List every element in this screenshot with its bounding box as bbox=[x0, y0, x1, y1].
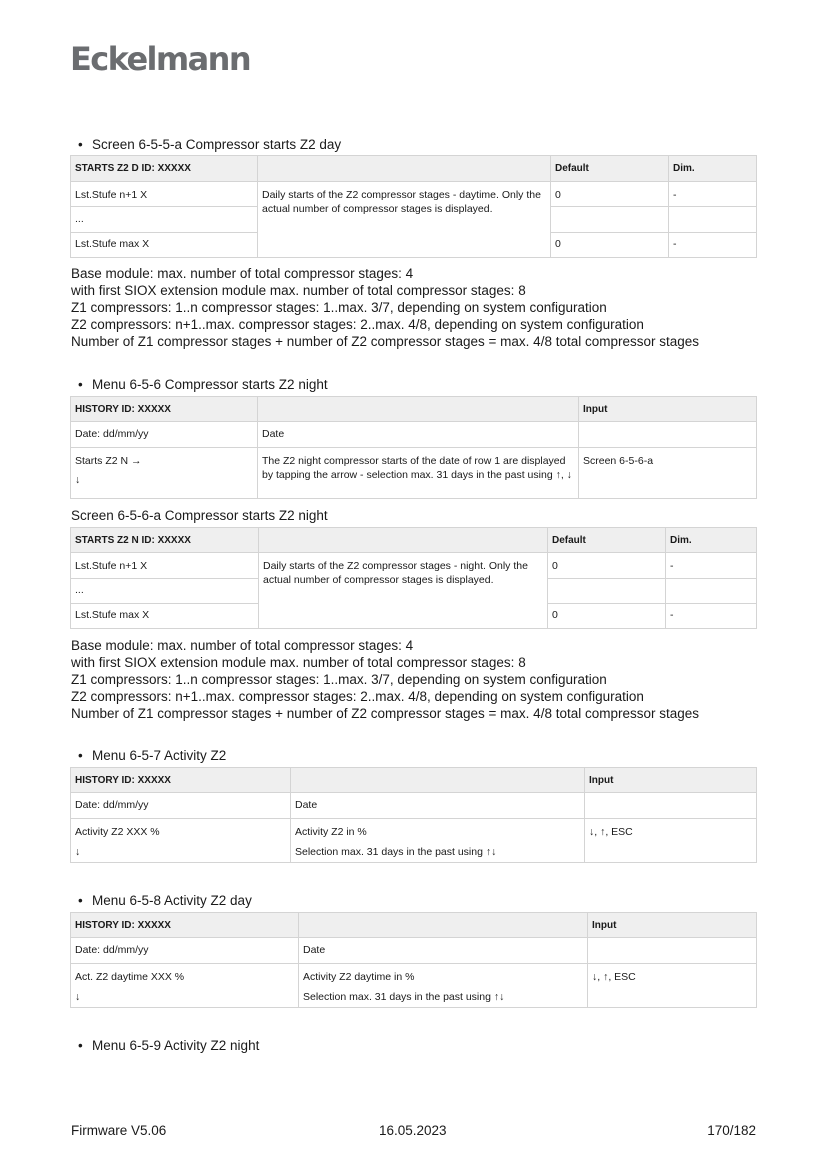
notes-block-2 bbox=[71, 637, 699, 722]
history-starts-z2-night-table bbox=[70, 396, 757, 499]
dim-value: - bbox=[669, 182, 757, 207]
table-row-label: ... bbox=[71, 207, 258, 233]
company-logo: Eckelmann bbox=[70, 40, 251, 78]
date-row-input bbox=[588, 938, 757, 964]
activity-row-input: ↓, ↑, ESC bbox=[585, 819, 757, 863]
arrow-down-icon[interactable]: ↓ bbox=[75, 845, 81, 858]
note-line: Number of Z1 compressor stages + number of Z2 compressor stages = max. 4/8 total compressor stages bbox=[71, 334, 700, 349]
activity-day-row-input: ↓, ↑, ESC bbox=[588, 964, 757, 1008]
col-header-dim: Dim. bbox=[666, 528, 757, 553]
default-value: 0 bbox=[551, 182, 669, 207]
note-line: Z2 compressors: n+1..max. compressor stages: 2..max. 4/8, depending on system configuration bbox=[71, 689, 644, 704]
starts-row-desc: The Z2 night compressor starts of the date of row 1 are displayed by tapping the arrow - selection max. 31 days in the past using ↑, ↓ bbox=[258, 448, 579, 499]
note-line: Base module: max. number of total compressor stages: 4 bbox=[71, 638, 414, 653]
col-header-desc bbox=[258, 156, 551, 182]
col-header-input: Input bbox=[585, 768, 757, 793]
default-value: 0 bbox=[551, 233, 669, 258]
starts-z2-night-table bbox=[70, 527, 757, 629]
date-row-label: Date: dd/mm/yy bbox=[71, 793, 291, 819]
col-header-input: Input bbox=[588, 913, 757, 938]
activity-row-desc: Activity Z2 in % Selection max. 31 days in the past using ↑↓ bbox=[291, 819, 585, 863]
col-header-dim: Dim. bbox=[669, 156, 757, 182]
col-header-desc bbox=[291, 768, 585, 793]
footer-firmware: Firmware V5.06 bbox=[71, 1123, 167, 1138]
note-line: Z1 compressors: 1..n compressor stages: 1..max. 3/7, depending on system configuration bbox=[71, 672, 607, 687]
col-header-default: Default bbox=[551, 156, 669, 182]
col-header-default: Default bbox=[548, 528, 666, 553]
footer-date: 16.05.2023 bbox=[379, 1123, 447, 1138]
col-header-desc bbox=[299, 913, 588, 938]
table-row-label: Lst.Stufe n+1 X bbox=[71, 182, 258, 207]
date-row-label: Date: dd/mm/yy bbox=[71, 938, 299, 964]
table-row-label: Lst.Stufe max X bbox=[71, 604, 259, 629]
footer-page-number: 170/182 bbox=[707, 1123, 756, 1138]
col-header-id: HISTORY ID: XXXXX bbox=[71, 397, 258, 422]
default-value: 0 bbox=[548, 604, 666, 629]
date-row-input bbox=[579, 422, 757, 448]
activity-z2-table bbox=[70, 767, 757, 863]
note-line: Number of Z1 compressor stages + number of Z2 compressor stages = max. 4/8 total compressor stages bbox=[71, 706, 700, 721]
section-heading-6-5-6: • Menu 6-5-6 Compressor starts Z2 night bbox=[78, 377, 328, 392]
default-value bbox=[551, 207, 669, 233]
dim-value bbox=[669, 207, 757, 233]
section-heading-6-5-8: • Menu 6-5-8 Activity Z2 day bbox=[78, 893, 252, 908]
activity-row-label[interactable] bbox=[71, 819, 291, 863]
default-value: 0 bbox=[548, 553, 666, 579]
table-description: Daily starts of the Z2 compressor stages - daytime. Only the actual number of compressor stages is displayed. bbox=[258, 182, 551, 258]
dim-value: - bbox=[666, 604, 757, 629]
activity-z2-value[interactable]: Activity Z2 XXX % bbox=[75, 826, 160, 838]
dim-value: - bbox=[669, 233, 757, 258]
note-line: Base module: max. number of total compressor stages: 4 bbox=[71, 266, 414, 281]
notes-block-1 bbox=[71, 265, 699, 350]
table-row-label: Lst.Stufe max X bbox=[71, 233, 258, 258]
note-line: with first SIOX extension module max. number of total compressor stages: 8 bbox=[71, 655, 526, 670]
table-description: Daily starts of the Z2 compressor stages - night. Only the actual number of compressor stages is displayed. bbox=[259, 553, 548, 629]
col-header-desc bbox=[259, 528, 548, 553]
section-heading-6-5-6-a: Screen 6-5-6-a Compressor starts Z2 night bbox=[71, 508, 328, 523]
section-heading-6-5-7: • Menu 6-5-7 Activity Z2 bbox=[78, 748, 227, 763]
arrow-down-icon[interactable]: ↓ bbox=[75, 473, 81, 486]
date-row-desc: Date bbox=[291, 793, 585, 819]
starts-row-label[interactable] bbox=[71, 448, 258, 499]
starts-z2-n-link[interactable]: Starts Z2 N → bbox=[75, 455, 142, 467]
col-header-input: Input bbox=[579, 397, 757, 422]
default-value bbox=[548, 579, 666, 604]
section-heading-6-5-9: • Menu 6-5-9 Activity Z2 night bbox=[78, 1038, 260, 1053]
date-row-label: Date: dd/mm/yy bbox=[71, 422, 258, 448]
table-row-label: Lst.Stufe n+1 X bbox=[71, 553, 259, 579]
starts-z2-day-table bbox=[70, 155, 757, 258]
date-row-input bbox=[585, 793, 757, 819]
dim-value bbox=[666, 579, 757, 604]
starts-row-input: Screen 6-5-6-a bbox=[579, 448, 757, 499]
arrow-down-icon[interactable]: ↓ bbox=[75, 990, 81, 1003]
col-header-desc bbox=[258, 397, 579, 422]
note-line: with first SIOX extension module max. number of total compressor stages: 8 bbox=[71, 283, 526, 298]
col-header-id: HISTORY ID: XXXXX bbox=[71, 768, 291, 793]
col-header-id: HISTORY ID: XXXXX bbox=[71, 913, 299, 938]
activity-day-row-desc: Activity Z2 daytime in % Selection max. 31 days in the past using ↑↓ bbox=[299, 964, 588, 1008]
col-header-id: STARTS Z2 N ID: XXXXX bbox=[71, 528, 259, 553]
activity-z2-day-value[interactable]: Act. Z2 daytime XXX % bbox=[75, 971, 185, 983]
col-header-id: STARTS Z2 D ID: XXXXX bbox=[71, 156, 258, 182]
dim-value: - bbox=[666, 553, 757, 579]
date-row-desc: Date bbox=[299, 938, 588, 964]
section-heading-6-5-5-a: • Screen 6-5-5-a Compressor starts Z2 day bbox=[78, 137, 342, 152]
note-line: Z1 compressors: 1..n compressor stages: 1..max. 3/7, depending on system configuration bbox=[71, 300, 607, 315]
note-line: Z2 compressors: n+1..max. compressor stages: 2..max. 4/8, depending on system configuration bbox=[71, 317, 644, 332]
date-row-desc: Date bbox=[258, 422, 579, 448]
activity-z2-day-table bbox=[70, 912, 757, 1008]
activity-day-row-label[interactable] bbox=[71, 964, 299, 1008]
table-row-label: ... bbox=[71, 579, 259, 604]
